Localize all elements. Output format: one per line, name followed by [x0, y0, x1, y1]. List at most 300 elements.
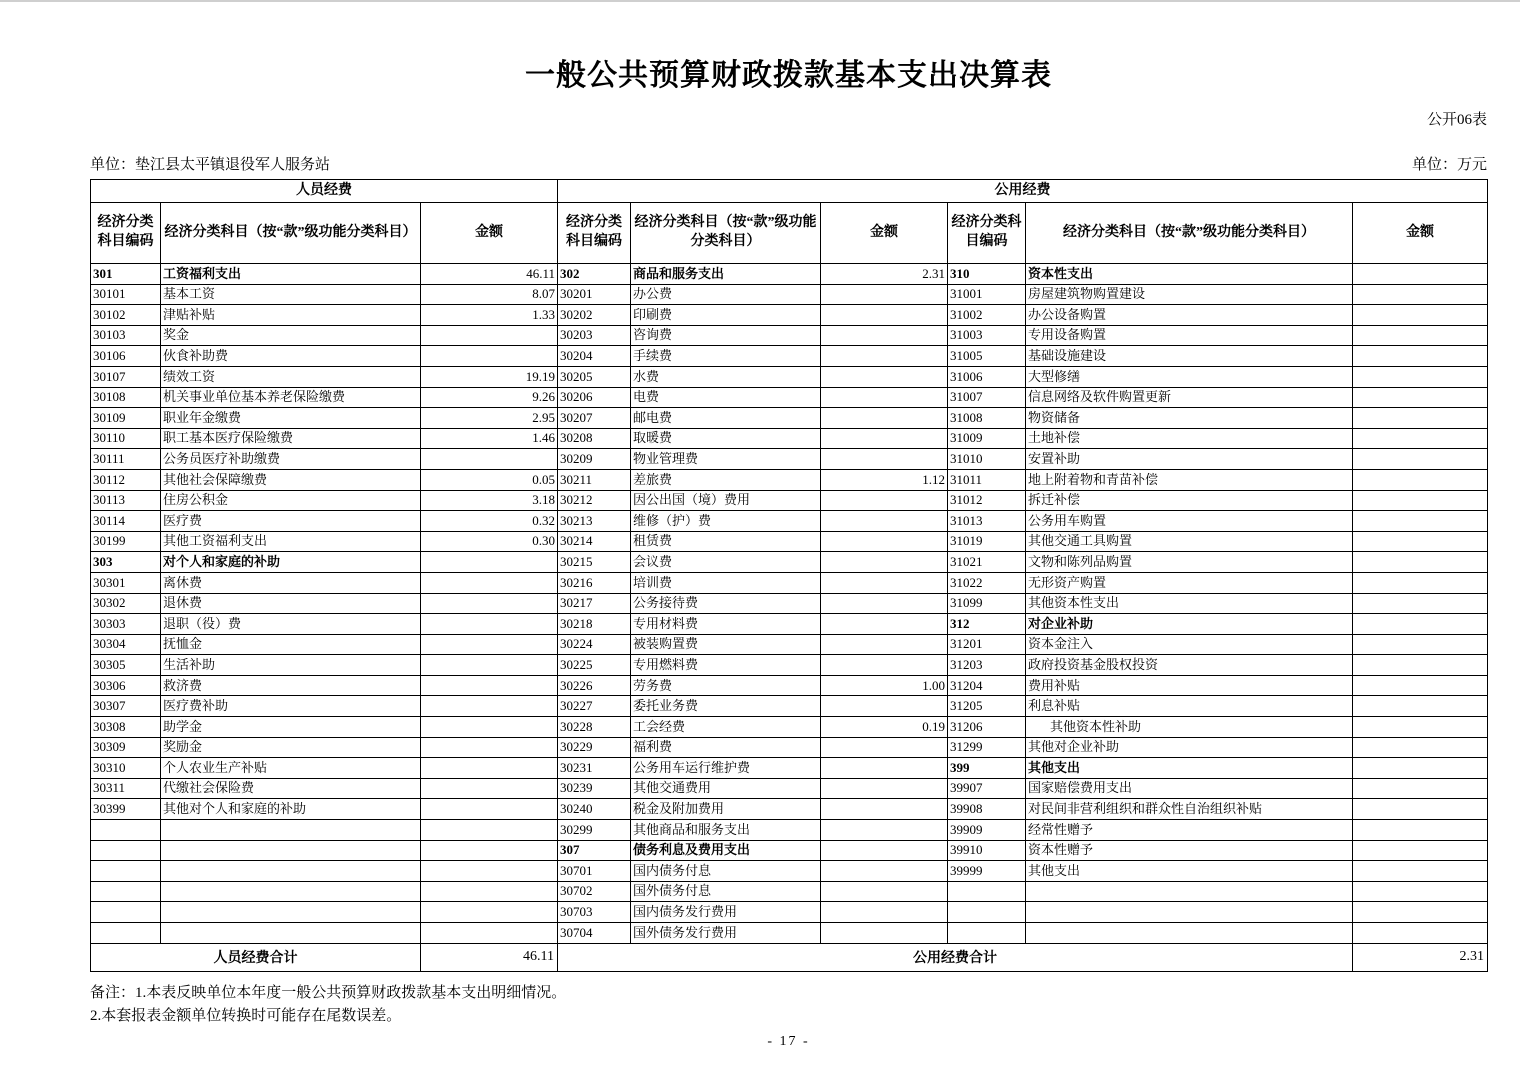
cell-amount [821, 449, 948, 470]
cell-amount [1353, 614, 1488, 635]
notes-block [90, 982, 1487, 1029]
cell-subject: 土地补偿 [1026, 428, 1353, 449]
cell-subject: 其他对个人和家庭的补助 [161, 799, 421, 820]
cell-subject: 办公设备购置 [1026, 305, 1353, 326]
cell-subject: 代缴社会保险费 [161, 778, 421, 799]
table-row [91, 799, 1488, 820]
cell-subject: 文物和陈列品购置 [1026, 552, 1353, 573]
cell-amount: 2.95 [421, 408, 558, 429]
cell-amount [421, 717, 558, 738]
cell-code: 30231 [558, 758, 631, 779]
cell-code: 31007 [948, 387, 1026, 408]
cell-code: 30112 [91, 469, 161, 490]
cell-code: 30224 [558, 634, 631, 655]
cell-amount [1353, 428, 1488, 449]
table-row [91, 840, 1488, 861]
col-header-code-1: 经济分类科目编码 [91, 203, 161, 264]
page-title: 一般公共预算财政拨款基本支出决算表 [525, 59, 1052, 92]
cell-subject: 医疗费 [161, 511, 421, 532]
cell-subject: 国外债务发行费用 [631, 923, 821, 944]
cell-amount: 9.26 [421, 387, 558, 408]
cell-code: 30110 [91, 428, 161, 449]
table-row [91, 593, 1488, 614]
cell-amount [1353, 572, 1488, 593]
cell-subject: 对个人和家庭的补助 [161, 552, 421, 573]
cell-subject: 公务用车运行维护费 [631, 758, 821, 779]
cell-code [948, 881, 1026, 902]
public-total-amount: 2.31 [1353, 943, 1488, 971]
cell-code: 39910 [948, 840, 1026, 861]
cell-amount: 1.46 [421, 428, 558, 449]
cell-subject: 取暖费 [631, 428, 821, 449]
col-header-amount-2: 金额 [821, 203, 948, 264]
cell-code: 30240 [558, 799, 631, 820]
unit-row [90, 153, 1487, 174]
cell-subject: 办公费 [631, 284, 821, 305]
cell-subject: 地上附着物和青苗补偿 [1026, 469, 1353, 490]
cell-amount [821, 325, 948, 346]
cell-code: 30311 [91, 778, 161, 799]
cell-amount [421, 778, 558, 799]
cell-amount [1353, 469, 1488, 490]
cell-code: 30308 [91, 717, 161, 738]
cell-amount [1353, 820, 1488, 841]
cell-code: 39907 [948, 778, 1026, 799]
cell-subject: 印刷费 [631, 305, 821, 326]
cell-subject: 政府投资基金股权投资 [1026, 655, 1353, 676]
cell-code [91, 881, 161, 902]
cell-subject: 工资福利支出 [161, 264, 421, 285]
cell-amount [1353, 634, 1488, 655]
table-row [91, 469, 1488, 490]
cell-subject: 奖励金 [161, 737, 421, 758]
cell-code: 30302 [91, 593, 161, 614]
cell-code: 30310 [91, 758, 161, 779]
cell-code [948, 923, 1026, 944]
cell-amount: 1.33 [421, 305, 558, 326]
cell-code: 30199 [91, 531, 161, 552]
cell-amount [1353, 264, 1488, 285]
cell-code: 30204 [558, 346, 631, 367]
cell-amount [1353, 531, 1488, 552]
cell-code: 399 [948, 758, 1026, 779]
table-row [91, 717, 1488, 738]
cell-subject: 退休费 [161, 593, 421, 614]
table-row [91, 634, 1488, 655]
cell-code: 31011 [948, 469, 1026, 490]
cell-code: 30107 [91, 366, 161, 387]
cell-amount [821, 881, 948, 902]
cell-subject [161, 881, 421, 902]
cell-subject: 被装购置费 [631, 634, 821, 655]
cell-code: 30218 [558, 614, 631, 635]
cell-subject: 抚恤金 [161, 634, 421, 655]
cell-subject: 费用补贴 [1026, 675, 1353, 696]
cell-amount [821, 902, 948, 923]
cell-subject: 电费 [631, 387, 821, 408]
cell-code: 31013 [948, 511, 1026, 532]
cell-subject: 对民间非营利组织和群众性自治组织补贴 [1026, 799, 1353, 820]
cell-amount [421, 923, 558, 944]
cell-code: 30101 [91, 284, 161, 305]
cell-code: 31001 [948, 284, 1026, 305]
cell-subject: 劳务费 [631, 675, 821, 696]
cell-subject: 税金及附加费用 [631, 799, 821, 820]
cell-amount [821, 614, 948, 635]
cell-code: 30301 [91, 572, 161, 593]
cell-amount [421, 737, 558, 758]
org-unit-label: 单位：垫江县太平镇退役军人服务站 [90, 157, 331, 173]
cell-code: 30201 [558, 284, 631, 305]
cell-subject: 个人农业生产补贴 [161, 758, 421, 779]
table-row [91, 531, 1488, 552]
cell-amount [1353, 284, 1488, 305]
col-header-subject-2: 经济分类科目（按“款”级功能分类科目） [631, 203, 821, 264]
cell-amount [1353, 511, 1488, 532]
cell-subject: 培训费 [631, 572, 821, 593]
cell-amount [821, 840, 948, 861]
cell-subject: 住房公积金 [161, 490, 421, 511]
cell-amount [421, 614, 558, 635]
cell-code: 30103 [91, 325, 161, 346]
cell-subject: 物资储备 [1026, 408, 1353, 429]
cell-code: 30215 [558, 552, 631, 573]
cell-amount: 2.31 [821, 264, 948, 285]
budget-table [90, 179, 1488, 972]
cell-subject [161, 820, 421, 841]
cell-code: 31099 [948, 593, 1026, 614]
cell-code: 30106 [91, 346, 161, 367]
cell-amount [421, 696, 558, 717]
cell-subject: 资本金注入 [1026, 634, 1353, 655]
cell-amount [421, 346, 558, 367]
cell-code: 301 [91, 264, 161, 285]
cell-code: 312 [948, 614, 1026, 635]
col-header-code-3: 经济分类科目编码 [948, 203, 1026, 264]
cell-code: 30206 [558, 387, 631, 408]
cell-subject: 租赁费 [631, 531, 821, 552]
cell-subject: 咨询费 [631, 325, 821, 346]
cell-code: 31299 [948, 737, 1026, 758]
cell-amount: 0.19 [821, 717, 948, 738]
table-row [91, 655, 1488, 676]
cell-subject: 职工基本医疗保险缴费 [161, 428, 421, 449]
cell-amount [421, 881, 558, 902]
cell-amount [1353, 449, 1488, 470]
cell-amount [421, 799, 558, 820]
cell-subject: 国外债务付息 [631, 881, 821, 902]
cell-code: 30307 [91, 696, 161, 717]
cell-code: 31203 [948, 655, 1026, 676]
cell-code: 307 [558, 840, 631, 861]
cell-amount [821, 861, 948, 882]
table-row [91, 820, 1488, 841]
cell-amount [821, 593, 948, 614]
cell-amount [1353, 325, 1488, 346]
cell-subject: 国内债务发行费用 [631, 902, 821, 923]
cell-amount [821, 634, 948, 655]
cell-subject: 基础设施建设 [1026, 346, 1353, 367]
cell-amount [421, 861, 558, 882]
cell-code: 31206 [948, 717, 1026, 738]
cell-subject [161, 861, 421, 882]
cell-code: 30227 [558, 696, 631, 717]
cell-code: 31008 [948, 408, 1026, 429]
cell-subject [1026, 902, 1353, 923]
cell-subject: 奖金 [161, 325, 421, 346]
col-header-subject-3: 经济分类科目（按“款”级功能分类科目） [1026, 203, 1353, 264]
cell-amount [1353, 490, 1488, 511]
table-row [91, 861, 1488, 882]
cell-code: 30701 [558, 861, 631, 882]
cell-amount [821, 428, 948, 449]
cell-code: 31005 [948, 346, 1026, 367]
table-row [91, 923, 1488, 944]
cell-code: 30208 [558, 428, 631, 449]
cell-code: 302 [558, 264, 631, 285]
cell-subject: 商品和服务支出 [631, 264, 821, 285]
cell-code: 31205 [948, 696, 1026, 717]
cell-amount [821, 531, 948, 552]
page-top-edge [0, 0, 1520, 2]
cell-amount [421, 675, 558, 696]
cell-amount [421, 655, 558, 676]
cell-subject: 公务用车购置 [1026, 511, 1353, 532]
cell-code: 31019 [948, 531, 1026, 552]
cell-amount: 8.07 [421, 284, 558, 305]
table-row [91, 737, 1488, 758]
report-page [90, 50, 1487, 1028]
cell-amount [821, 655, 948, 676]
cell-amount [1353, 346, 1488, 367]
cell-amount [1353, 758, 1488, 779]
col-header-amount-3: 金额 [1353, 203, 1488, 264]
cell-amount [821, 552, 948, 573]
doc-number-label: 公开06表 [1426, 112, 1487, 128]
cell-subject: 经常性赠予 [1026, 820, 1353, 841]
cell-code: 310 [948, 264, 1026, 285]
cell-code: 31003 [948, 325, 1026, 346]
cell-code [91, 840, 161, 861]
cell-subject: 伙食补助费 [161, 346, 421, 367]
cell-code: 31010 [948, 449, 1026, 470]
cell-code: 30113 [91, 490, 161, 511]
cell-code: 30228 [558, 717, 631, 738]
cell-code: 30211 [558, 469, 631, 490]
col-header-code-2: 经济分类科目编码 [558, 203, 631, 264]
cell-amount [821, 696, 948, 717]
cell-amount [821, 511, 948, 532]
cell-subject: 公务员医疗补助缴费 [161, 449, 421, 470]
cell-subject [1026, 923, 1353, 944]
cell-amount [1353, 366, 1488, 387]
cell-code: 30239 [558, 778, 631, 799]
cell-amount [421, 593, 558, 614]
cell-subject [161, 923, 421, 944]
cell-amount [1353, 387, 1488, 408]
cell-code: 30214 [558, 531, 631, 552]
cell-subject: 绩效工资 [161, 366, 421, 387]
cell-amount [421, 325, 558, 346]
cell-subject: 对企业补助 [1026, 614, 1353, 635]
cell-subject: 基本工资 [161, 284, 421, 305]
cell-subject: 公务接待费 [631, 593, 821, 614]
total-row [91, 943, 1488, 971]
cell-amount [421, 758, 558, 779]
cell-code: 30303 [91, 614, 161, 635]
table-row [91, 449, 1488, 470]
table-row [91, 778, 1488, 799]
cell-amount [821, 490, 948, 511]
cell-code: 30226 [558, 675, 631, 696]
cell-subject: 拆迁补偿 [1026, 490, 1353, 511]
cell-code: 31022 [948, 572, 1026, 593]
cell-code [91, 861, 161, 882]
cell-amount: 0.30 [421, 531, 558, 552]
cell-amount [1353, 778, 1488, 799]
cell-subject: 生活补助 [161, 655, 421, 676]
cell-amount [821, 408, 948, 429]
cell-subject: 其他商品和服务支出 [631, 820, 821, 841]
cell-code [91, 923, 161, 944]
cell-subject: 福利费 [631, 737, 821, 758]
cell-code: 30306 [91, 675, 161, 696]
cell-amount [821, 366, 948, 387]
cell-code [948, 902, 1026, 923]
cell-subject: 安置补助 [1026, 449, 1353, 470]
cell-amount: 1.00 [821, 675, 948, 696]
cell-amount [1353, 305, 1488, 326]
cell-amount: 1.12 [821, 469, 948, 490]
cell-amount [1353, 717, 1488, 738]
cell-subject: 其他交通工具购置 [1026, 531, 1353, 552]
cell-subject: 物业管理费 [631, 449, 821, 470]
table-row [91, 428, 1488, 449]
cell-amount [1353, 552, 1488, 573]
cell-code: 31201 [948, 634, 1026, 655]
cell-amount [1353, 675, 1488, 696]
table-row [91, 675, 1488, 696]
cell-amount [821, 305, 948, 326]
cell-code: 30704 [558, 923, 631, 944]
cell-amount [821, 923, 948, 944]
cell-amount [821, 346, 948, 367]
public-total-label: 公用经费合计 [558, 943, 1353, 971]
cell-code: 30108 [91, 387, 161, 408]
cell-amount [421, 634, 558, 655]
cell-amount [1353, 902, 1488, 923]
cell-code: 30305 [91, 655, 161, 676]
cell-code: 31009 [948, 428, 1026, 449]
cell-subject: 专用设备购置 [1026, 325, 1353, 346]
cell-amount [421, 902, 558, 923]
table-row [91, 284, 1488, 305]
table-row [91, 696, 1488, 717]
cell-amount [1353, 655, 1488, 676]
cell-code: 30309 [91, 737, 161, 758]
table-row [91, 264, 1488, 285]
cell-code: 30213 [558, 511, 631, 532]
col-header-subject-1: 经济分类科目（按“款”级功能分类科目） [161, 203, 421, 264]
cell-code [91, 902, 161, 923]
cell-amount [821, 820, 948, 841]
cell-amount [1353, 593, 1488, 614]
cell-amount [821, 572, 948, 593]
cell-code: 30304 [91, 634, 161, 655]
cell-amount [821, 758, 948, 779]
table-row [91, 346, 1488, 367]
cell-code: 31006 [948, 366, 1026, 387]
cell-code: 30202 [558, 305, 631, 326]
cell-subject: 资本性赠予 [1026, 840, 1353, 861]
cell-subject: 债务利息及费用支出 [631, 840, 821, 861]
table-row [91, 614, 1488, 635]
table-row [91, 572, 1488, 593]
cell-code: 30299 [558, 820, 631, 841]
cell-code: 30203 [558, 325, 631, 346]
cell-code: 31012 [948, 490, 1026, 511]
cell-code: 30217 [558, 593, 631, 614]
cell-subject: 会议费 [631, 552, 821, 573]
currency-unit-label: 单位：万元 [1411, 157, 1487, 173]
cell-subject: 维修（护）费 [631, 511, 821, 532]
cell-amount [821, 737, 948, 758]
cell-subject: 房屋建筑物购置建设 [1026, 284, 1353, 305]
table-body [91, 264, 1488, 944]
cell-subject: 其他社会保障缴费 [161, 469, 421, 490]
table-row [91, 758, 1488, 779]
cell-code: 30212 [558, 490, 631, 511]
cell-code: 30209 [558, 449, 631, 470]
cell-amount: 0.32 [421, 511, 558, 532]
cell-code: 30114 [91, 511, 161, 532]
cell-amount [821, 799, 948, 820]
cell-code: 30399 [91, 799, 161, 820]
cell-amount [1353, 840, 1488, 861]
page-number: - 17 - [767, 1034, 810, 1049]
cell-subject: 因公出国（境）费用 [631, 490, 821, 511]
cell-amount: 19.19 [421, 366, 558, 387]
cell-subject [1026, 881, 1353, 902]
cell-subject: 其他资本性支出 [1026, 593, 1353, 614]
cell-code: 30703 [558, 902, 631, 923]
cell-subject: 机关事业单位基本养老保险缴费 [161, 387, 421, 408]
note-line-1: 备注：1.本表反映单位本年度一般公共预算财政拨款基本支出明细情况。 [90, 984, 567, 1001]
table-row [91, 552, 1488, 573]
table-row [91, 490, 1488, 511]
cell-subject: 离休费 [161, 572, 421, 593]
cell-amount [421, 572, 558, 593]
cell-amount [1353, 799, 1488, 820]
personnel-total-amount: 46.11 [421, 943, 558, 971]
cell-amount [421, 840, 558, 861]
cell-subject [161, 902, 421, 923]
note-line-2: 2.本套报表金额单位转换时可能存在尾数误差。 [90, 1007, 402, 1024]
table-row [91, 325, 1488, 346]
cell-subject: 信息网络及软件购置更新 [1026, 387, 1353, 408]
cell-code: 30205 [558, 366, 631, 387]
cell-subject: 差旅费 [631, 469, 821, 490]
cell-subject: 利息补贴 [1026, 696, 1353, 717]
cell-amount [1353, 696, 1488, 717]
cell-code: 30216 [558, 572, 631, 593]
personnel-total-label: 人员经费合计 [91, 943, 421, 971]
cell-amount [1353, 923, 1488, 944]
cell-subject: 国内债务付息 [631, 861, 821, 882]
cell-amount [821, 284, 948, 305]
cell-subject: 其他工资福利支出 [161, 531, 421, 552]
cell-code: 39909 [948, 820, 1026, 841]
